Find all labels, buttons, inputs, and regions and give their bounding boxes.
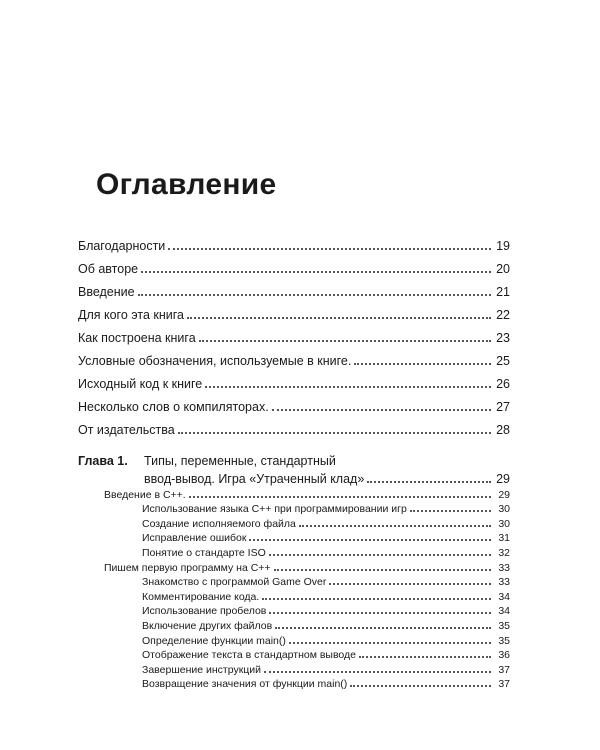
toc-subentry[interactable] xyxy=(78,603,510,618)
toc-entry-label: Об авторе xyxy=(78,262,139,276)
toc-subentry-label: Завершение инструкций xyxy=(142,663,262,676)
toc-entry[interactable] xyxy=(78,299,510,322)
dot-leader xyxy=(354,362,491,365)
dot-leader xyxy=(178,431,491,434)
toc-subentry[interactable] xyxy=(78,544,510,559)
toc-subentry-page: 34 xyxy=(498,605,510,618)
toc-entry-label: Благодарности xyxy=(78,239,166,253)
toc-entry-label: Условные обозначения, используемые в книге. xyxy=(78,354,352,368)
toc-subentry-label: Знакомство с программой Game Over xyxy=(142,576,327,589)
page-title: Оглавление xyxy=(96,168,277,201)
toc-top-list xyxy=(78,230,510,437)
dot-leader xyxy=(329,582,491,585)
toc-subentry-label: Отображение текста в стандартном выводе xyxy=(142,649,357,662)
chapter-title-row xyxy=(144,470,510,486)
toc-entry-label: Введение xyxy=(78,285,135,299)
toc-entry[interactable] xyxy=(78,253,510,276)
dot-leader xyxy=(274,568,491,571)
toc-entry-page: 19 xyxy=(496,239,510,253)
toc-entry-page: 20 xyxy=(496,262,510,276)
toc-subentry-page: 31 xyxy=(498,532,510,545)
toc-entry[interactable] xyxy=(78,391,510,414)
toc-entry-page: 21 xyxy=(496,285,510,299)
dot-leader xyxy=(187,316,491,319)
chapter-page: 29 xyxy=(496,472,510,486)
toc-subentry-page: 35 xyxy=(498,634,510,647)
toc-subentry-label: Создание исполняемого файла xyxy=(142,517,296,530)
dot-leader xyxy=(138,293,491,296)
toc-subentry-label: Возвращение значения от функции main() xyxy=(142,678,348,691)
toc-entry[interactable] xyxy=(78,368,510,391)
toc-subentry-page: 30 xyxy=(498,503,510,516)
toc-entry-label: Исходный код к книге xyxy=(78,377,203,391)
dot-leader xyxy=(359,655,491,658)
toc-subentry-label: Использование пробелов xyxy=(142,605,267,618)
toc-subentry-label: Введение в C++. xyxy=(104,488,186,501)
chapter-heading[interactable] xyxy=(78,454,510,486)
toc-entry-page: 25 xyxy=(496,354,510,368)
toc-subentry[interactable] xyxy=(78,501,510,516)
chapter-sub-list xyxy=(78,486,510,690)
toc-subentry[interactable] xyxy=(78,647,510,662)
toc-subentry-label: Комментирование кода. xyxy=(142,590,260,603)
toc-entry-page: 22 xyxy=(496,308,510,322)
toc-entry-label: Как построена книга xyxy=(78,331,196,345)
toc-entry-label: Несколько слов о компиляторах. xyxy=(78,400,269,414)
dot-leader xyxy=(264,670,491,673)
toc-subentry[interactable] xyxy=(78,515,510,530)
toc-subentry-page: 33 xyxy=(498,561,510,574)
toc-subentry-label: Понятие о стандарте ISO xyxy=(142,546,266,559)
dot-leader xyxy=(269,611,491,614)
toc-entry-label: От издательства xyxy=(78,423,175,437)
toc-subentry-page: 35 xyxy=(498,619,510,632)
dot-leader xyxy=(249,538,491,541)
chapter-number: Глава 1. xyxy=(78,454,128,468)
toc-entry[interactable] xyxy=(78,345,510,368)
toc-entry-page: 26 xyxy=(496,377,510,391)
toc-entry[interactable] xyxy=(78,414,510,437)
dot-leader xyxy=(275,626,491,629)
dot-leader xyxy=(262,597,491,600)
toc-subentry[interactable] xyxy=(78,530,510,545)
toc-entry-page: 23 xyxy=(496,331,510,345)
toc-subentry[interactable] xyxy=(78,574,510,589)
toc-subentry[interactable] xyxy=(78,632,510,647)
chapter-title-line1: Типы, переменные, стандартный xyxy=(144,454,336,468)
toc-entry-label: Для кого эта книга xyxy=(78,308,184,322)
dot-leader xyxy=(189,495,491,498)
toc-subentry-page: 29 xyxy=(498,488,510,501)
chapter-title-line2: ввод-вывод. Игра «Утраченный клад» xyxy=(144,472,365,486)
dot-leader xyxy=(141,270,491,273)
toc-subentry-page: 37 xyxy=(498,663,510,676)
toc-entry-page: 28 xyxy=(496,423,510,437)
toc-entry[interactable] xyxy=(78,230,510,253)
dot-leader xyxy=(350,684,491,687)
dot-leader xyxy=(199,339,491,342)
dot-leader xyxy=(410,509,491,512)
toc-subentry-page: 30 xyxy=(498,517,510,530)
toc-subentry[interactable] xyxy=(78,588,510,603)
toc-subentry-label: Пишем первую программу на C++ xyxy=(104,561,271,574)
toc-entry[interactable] xyxy=(78,322,510,345)
toc-subentry[interactable] xyxy=(78,661,510,676)
toc-subentry[interactable] xyxy=(78,486,510,501)
dot-leader xyxy=(299,524,491,527)
toc-entry-page: 27 xyxy=(496,400,510,414)
toc-subentry-label: Определение функции main() xyxy=(142,634,286,647)
toc-subentry[interactable] xyxy=(78,617,510,632)
toc-subentry-label: Исправление ошибок xyxy=(142,532,247,545)
toc-subentry-page: 37 xyxy=(498,678,510,691)
toc-subentry-page: 33 xyxy=(498,576,510,589)
dot-leader xyxy=(367,480,491,483)
toc-subentry-page: 36 xyxy=(498,649,510,662)
dot-leader xyxy=(269,553,491,556)
toc-entry[interactable] xyxy=(78,276,510,299)
dot-leader xyxy=(272,408,491,411)
dot-leader xyxy=(168,247,491,250)
dot-leader xyxy=(289,641,491,644)
dot-leader xyxy=(205,385,491,388)
toc-subentry-label: Включение других файлов xyxy=(142,619,273,632)
toc-subentry-page: 34 xyxy=(498,590,510,603)
toc-subentry-page: 32 xyxy=(498,546,510,559)
toc-subentry-label: Использование языка C++ при программировании игр xyxy=(142,503,407,516)
toc-subentry[interactable] xyxy=(78,559,510,574)
toc-subentry[interactable] xyxy=(78,676,510,691)
